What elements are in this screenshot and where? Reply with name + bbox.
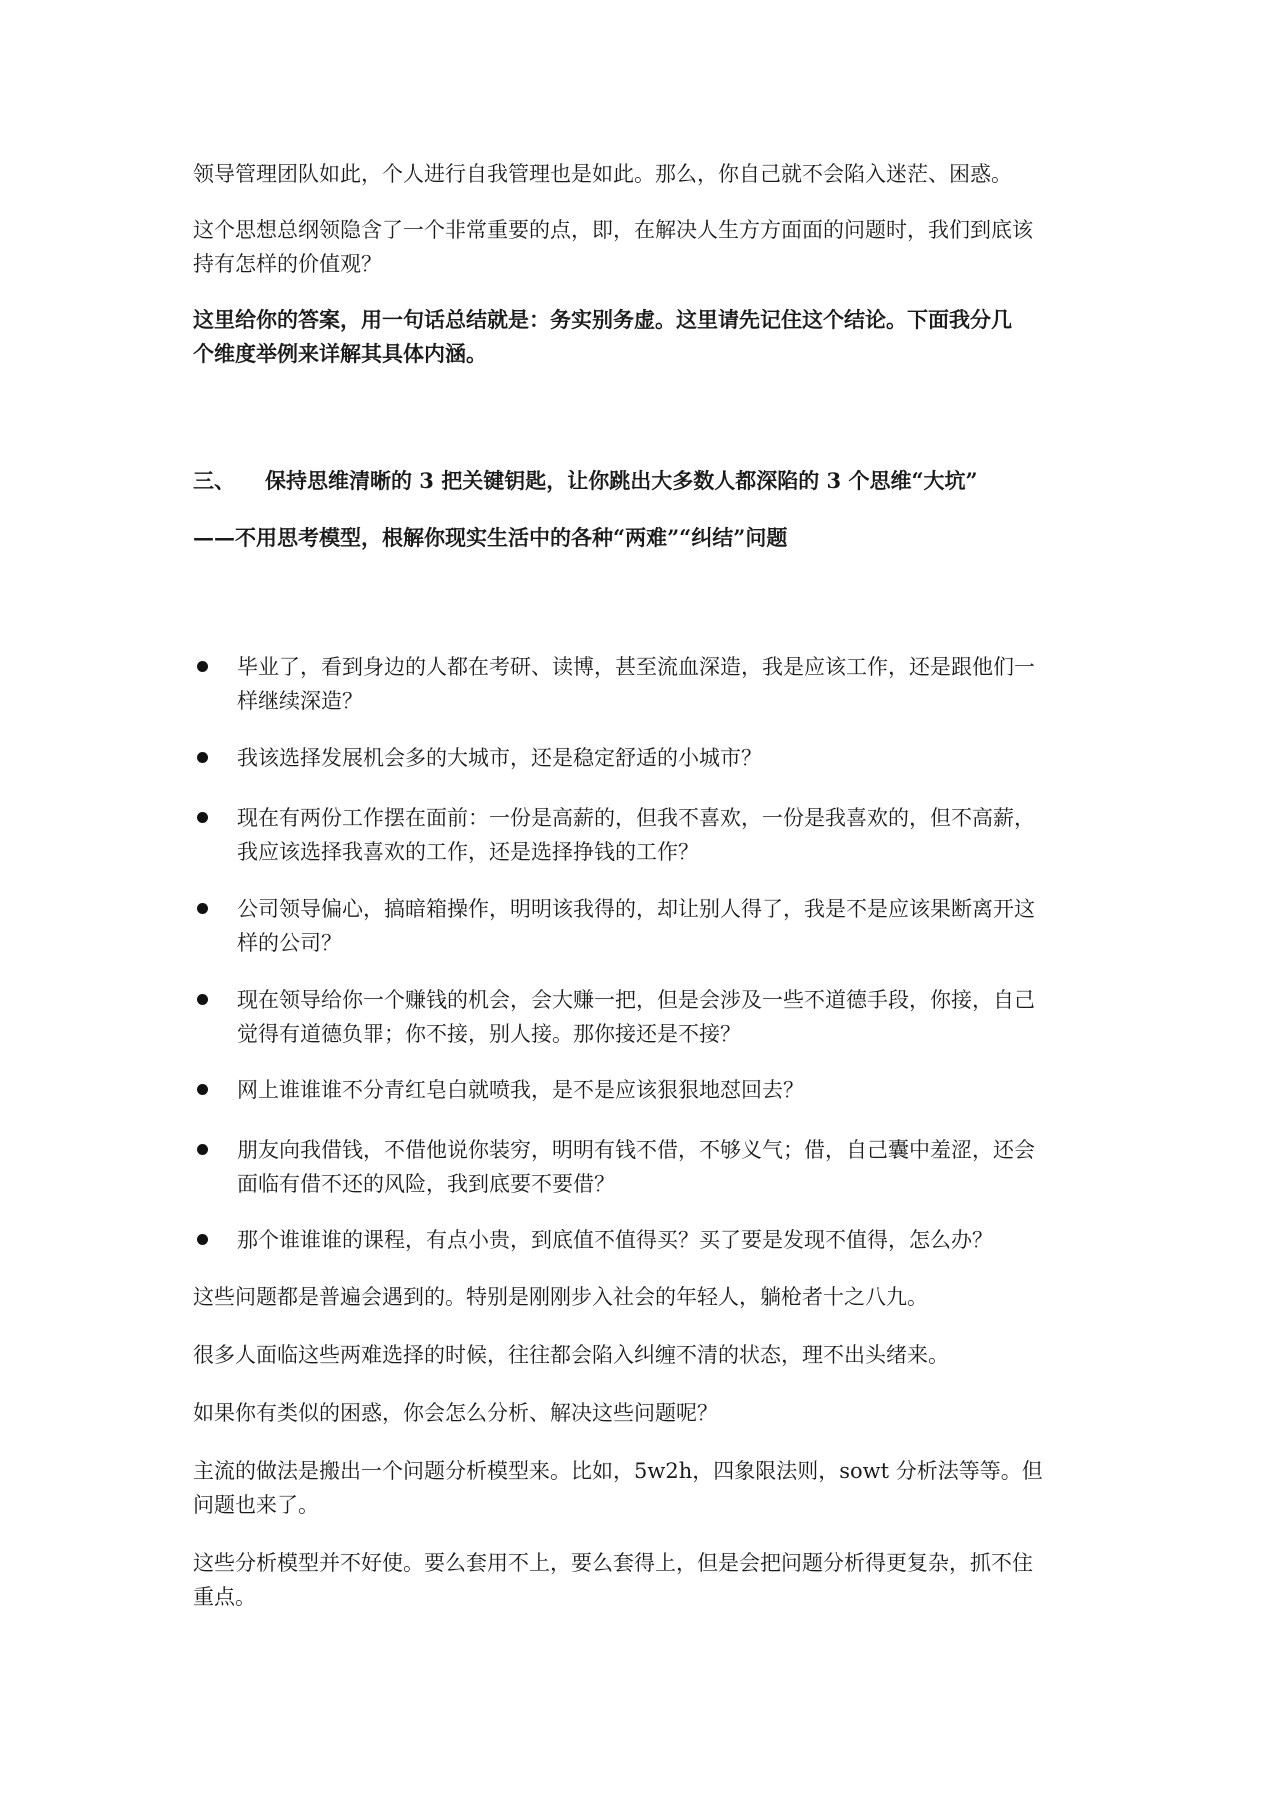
list-item-line-2: 面临有借不还的风险，我到底要不要借？ bbox=[237, 1172, 615, 1196]
document-body bbox=[193, 0, 1085, 1800]
section-subtitle: ——不用思考模型，根解你现实生活中的各种“两难”“纠结”问题 bbox=[193, 525, 788, 550]
bullet-dot-icon bbox=[197, 812, 208, 823]
list-item-line-1: 那个谁谁谁的课程，有点小贵，到底值不值得买？买了要是发现不值得，怎么办？ bbox=[237, 1228, 993, 1252]
paragraph-intro-1: 领导管理团队如此，个人进行自我管理也是如此。那么，你自己就不会陷入迷茫、困惑。 bbox=[193, 162, 1012, 186]
bullet-dot-icon bbox=[197, 1234, 208, 1245]
list-item-line-1: 现在领导给你一个赚钱的机会，会大赚一把，但是会涉及一些不道德手段，你接，自己 bbox=[237, 988, 1035, 1012]
list-item-line-1: 我该选择发展机会多的大城市，还是稳定舒适的小城市？ bbox=[237, 746, 762, 770]
list-item-line-2: 样继续深造？ bbox=[237, 689, 363, 713]
bold-conclusion-line-1: 这里给你的答案，用一句话总结就是：务实别务虚。这里请先记住这个结论。下面我分几 bbox=[193, 307, 1012, 332]
list-item-line-2: 样的公司？ bbox=[237, 931, 342, 955]
list-item-line-1: 毕业了，看到身边的人都在考研、读博，甚至流血深造，我是应该工作，还是跟他们一 bbox=[237, 655, 1035, 679]
bullet-dot-icon bbox=[197, 1144, 208, 1155]
paragraph-after-5-line-2: 重点。 bbox=[193, 1585, 256, 1609]
paragraph-after-4-line-2: 问题也来了。 bbox=[193, 1493, 319, 1517]
bold-conclusion-line-2: 个维度举例来详解其具体内涵。 bbox=[193, 341, 487, 366]
list-item-line-1: 公司领导偏心，搞暗箱操作，明明该我得的，却让别人得了，我是不是应该果断离开这 bbox=[237, 897, 1035, 921]
bullet-dot-icon bbox=[197, 752, 208, 763]
list-item-line-2: 我应该选择我喜欢的工作，还是选择挣钱的工作？ bbox=[237, 840, 699, 864]
list-item-line-1: 现在有两份工作摆在面前：一份是高薪的，但我不喜欢，一份是我喜欢的，但不高薪， bbox=[237, 806, 1035, 830]
paragraph-intro-2-line-1: 这个思想总纲领隐含了一个非常重要的点，即，在解决人生方方面面的问题时，我们到底该 bbox=[193, 218, 1033, 242]
bullet-dot-icon bbox=[197, 903, 208, 914]
bullet-dot-icon bbox=[197, 661, 208, 672]
paragraph-after-5-line-1: 这些分析模型并不好使。要么套用不上，要么套得上，但是会把问题分析得更复杂，抓不住 bbox=[193, 1551, 1033, 1575]
list-item-line-2: 觉得有道德负罪；你不接，别人接。那你接还是不接？ bbox=[237, 1022, 741, 1046]
section-number: 三、 bbox=[193, 468, 235, 493]
paragraph-after-3: 如果你有类似的困惑，你会怎么分析、解决这些问题呢？ bbox=[193, 1401, 718, 1425]
bullet-dot-icon bbox=[197, 994, 208, 1005]
paragraph-intro-2-line-2: 持有怎样的价值观？ bbox=[193, 252, 382, 276]
section-heading bbox=[193, 464, 1085, 498]
list-item-line-1: 网上谁谁谁不分青红皂白就喷我，是不是应该狠狠地怼回去？ bbox=[237, 1078, 804, 1102]
paragraph-after-2: 很多人面临这些两难选择的时候，往往都会陷入纠缠不清的状态，理不出头绪来。 bbox=[193, 1343, 949, 1367]
list-item-line-1: 朋友向我借钱，不借他说你装穷，明明有钱不借，不够义气；借，自己囊中羞涩，还会 bbox=[237, 1138, 1035, 1162]
paragraph-after-4-line-1: 主流的做法是搬出一个问题分析模型来。比如，5w2h，四象限法则，sowt 分析法等等。但 bbox=[193, 1459, 1043, 1483]
paragraph-after-1: 这些问题都是普遍会遇到的。特别是刚刚步入社会的年轻人，躺枪者十之八九。 bbox=[193, 1285, 928, 1309]
bullet-dot-icon bbox=[197, 1084, 208, 1095]
section-title: 保持思维清晰的 3 把关键钥匙，让你跳出大多数人都深陷的 3 个思维“大坑” bbox=[265, 468, 978, 493]
